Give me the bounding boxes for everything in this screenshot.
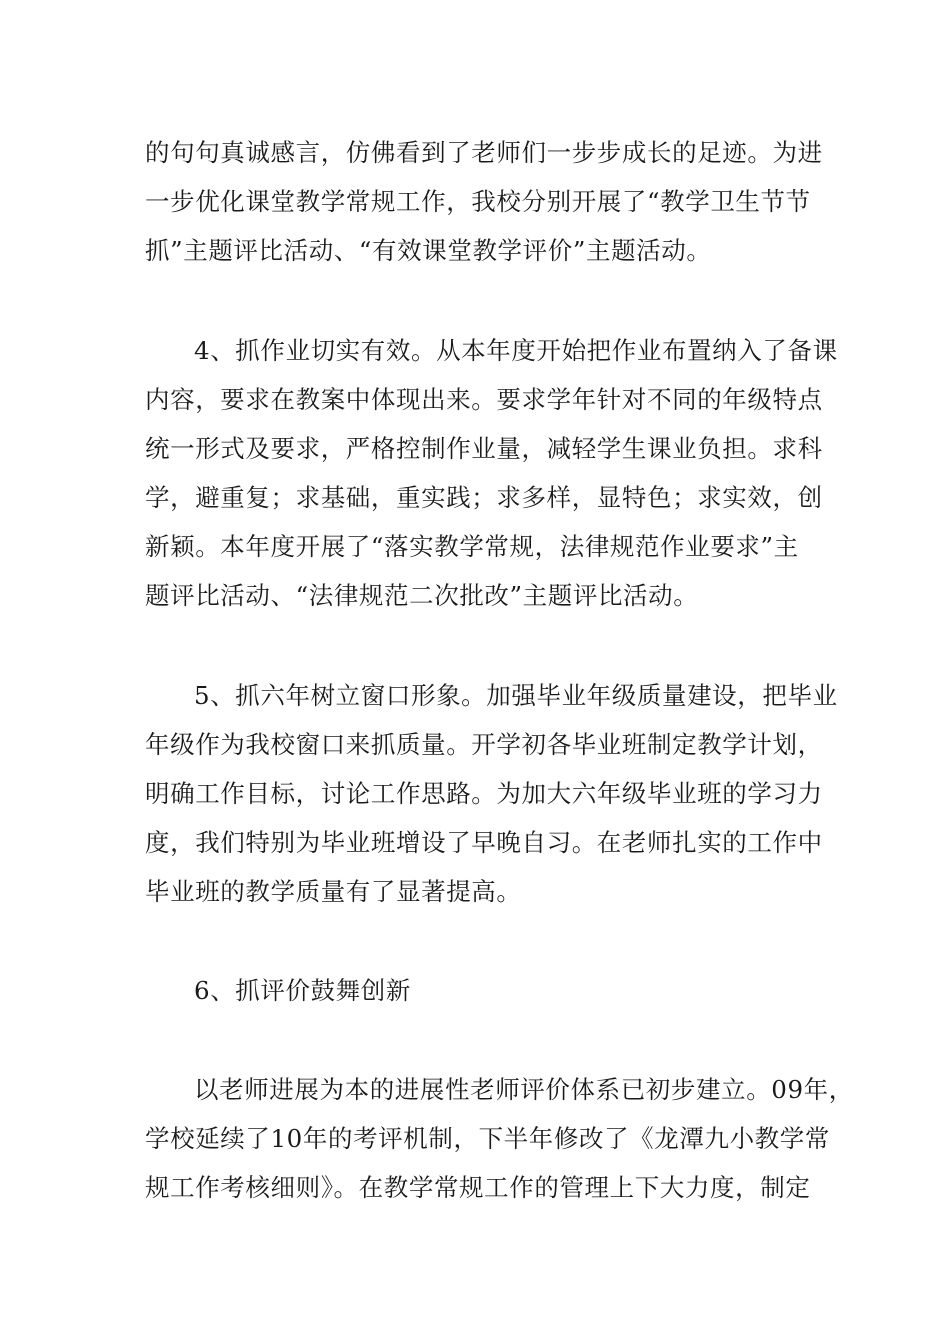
- text-line: 年级作为我校窗口来抓质量。开学初各毕业班制定教学计划，: [145, 730, 823, 759]
- text-line: 学，避重复；求基础，重实践；求多样，显特色；求实效，创: [145, 483, 823, 512]
- text-line: 5、抓六年树立窗口形象。加强毕业年级质量建设，把毕业: [194, 681, 838, 710]
- paragraph-item-4: [145, 326, 838, 620]
- paragraph-evaluation: [145, 1065, 854, 1212]
- text-line: 一步优化课堂教学常规工作，我校分别开展了“教学卫生节节: [145, 187, 811, 216]
- paragraph-continued: [145, 128, 823, 275]
- text-line: 新颖。本年度开展了“落实教学常规，法律规范作业要求”主: [145, 532, 799, 561]
- text-line: 明确工作目标，讨论工作思路。为加大六年级毕业班的学习力: [145, 779, 823, 808]
- paragraph-item-6-heading: [145, 966, 810, 1015]
- text-line: 4、抓作业切实有效。从本年度开始把作业布置纳入了备课: [194, 336, 838, 365]
- text-line: 以老师进展为本的进展性老师评价体系已初步建立。09年，: [194, 1075, 854, 1104]
- text-line: 规工作考核细则》。在教学常规工作的管理上下大力度，制定: [145, 1173, 811, 1202]
- text-line: 毕业班的教学质量有了显著提高。: [145, 877, 522, 906]
- text-line: 度，我们特别为毕业班增设了早晚自习。在老师扎实的工作中: [145, 828, 823, 857]
- text-line: 6、抓评价鼓舞创新: [194, 976, 411, 1005]
- text-line: 学校延续了10年的考评机制，下半年修改了《龙潭九小教学常: [145, 1124, 830, 1153]
- text-line: 内容，要求在教案中体现出来。要求学年针对不同的年级特点: [145, 385, 823, 414]
- paragraph-item-5: [145, 671, 838, 916]
- text-line: 统一形式及要求，严格控制作业量，减轻学生课业负担。求科: [145, 434, 823, 463]
- text-line: 抓”主题评比活动、“有效课堂教学评价”主题活动。: [145, 236, 712, 265]
- text-line: 的句句真诚感言，仿佛看到了老师们一步步成长的足迹。为进: [145, 138, 823, 167]
- text-line: 题评比活动、“法律规范二次批改”主题评比活动。: [145, 581, 699, 610]
